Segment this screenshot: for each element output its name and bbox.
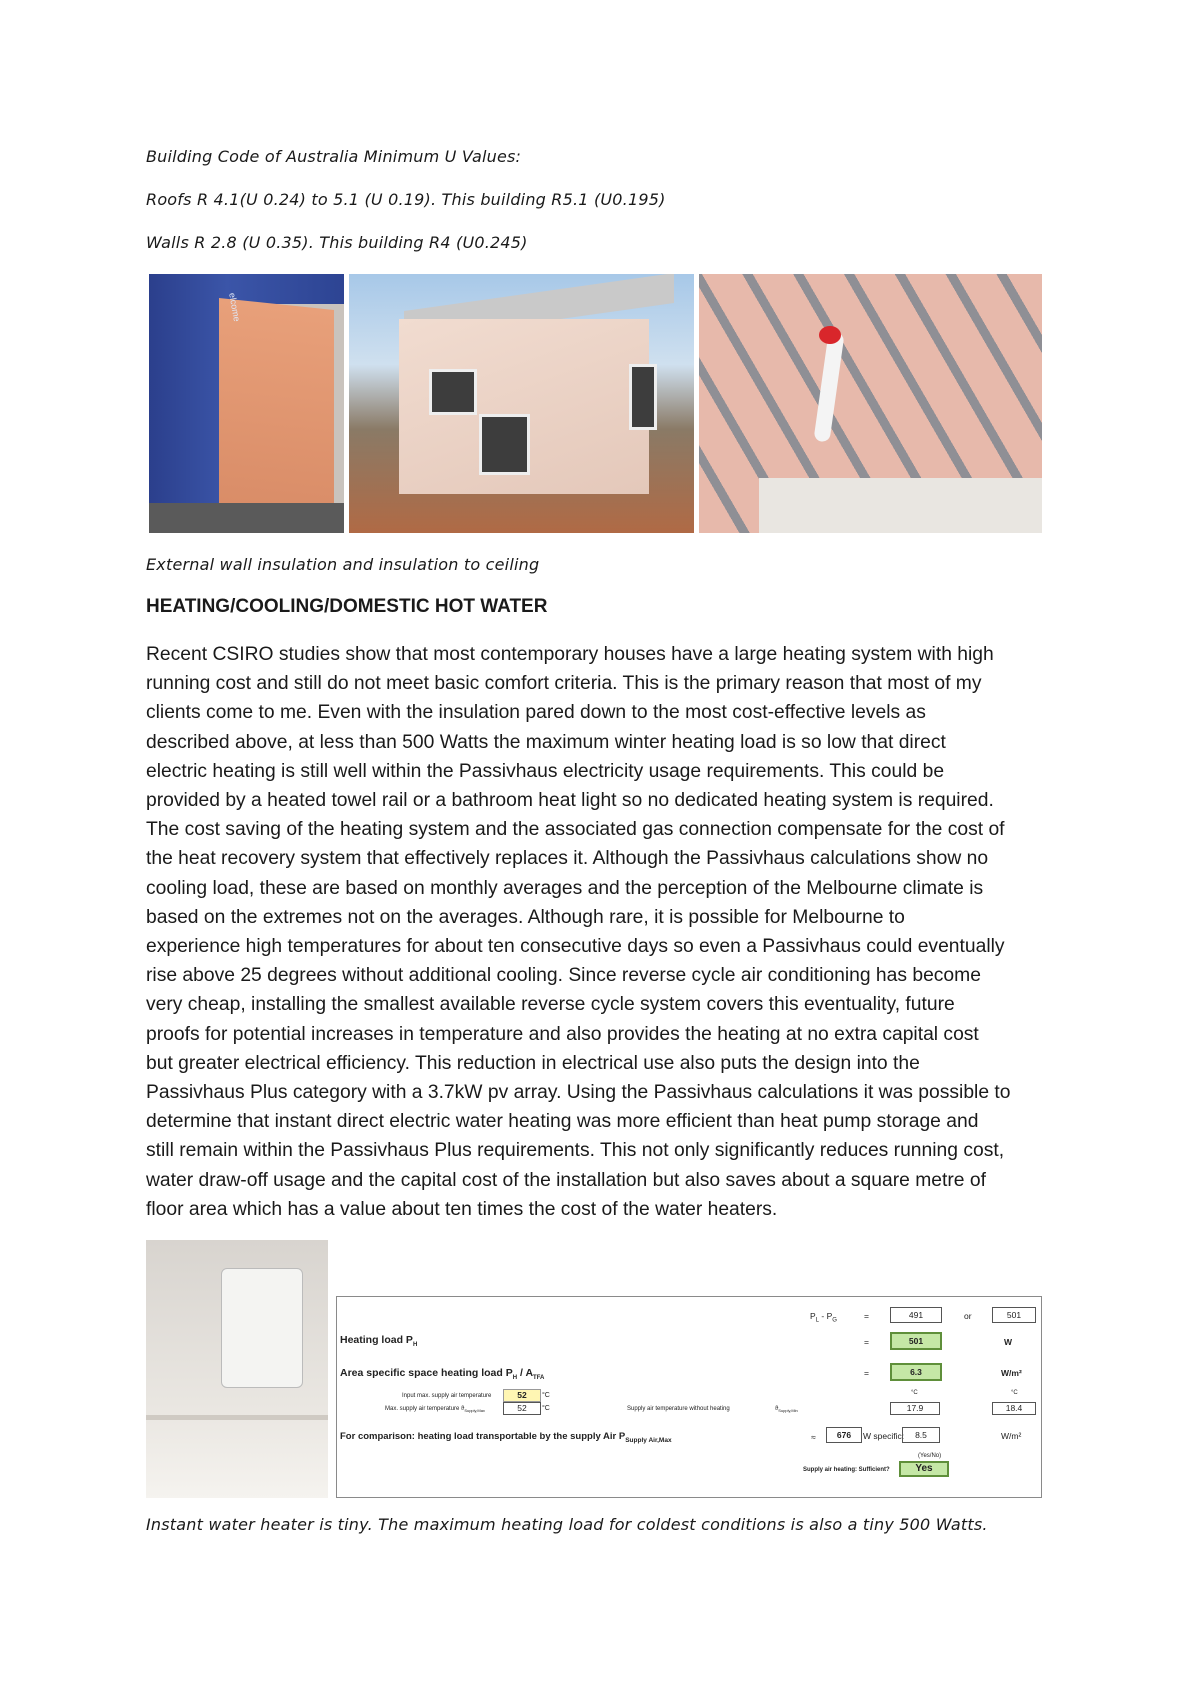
paragraph-line: floor area which has a value about ten times the cost of the water heaters. [146,1198,778,1220]
input-max-supply-label: Input max. supply air temperature [402,1393,492,1399]
max-supply-label: Max. supply air temperature $ϑ_{Supply,Max}$ [385,1406,485,1414]
w-specific-value: 8.5 [902,1427,940,1443]
paragraph-line: rise above 25 degrees without additional cooling. Since reverse cycle air conditioning has become [146,965,981,987]
figure1-caption: External wall insulation and insulation to ceiling [146,555,540,574]
equals-sign: = [864,1311,869,1321]
supply-min-value-2: 18.4 [992,1402,1036,1415]
unit-celsius: °C [1011,1390,1018,1396]
unit-watts-per-m2: W/m² [1001,1368,1022,1378]
unit-celsius: °C [911,1390,918,1396]
figure2-caption: Instant water heater is tiny. The maximum heating load for coldest conditions is also a tiny 500 Watts. [146,1515,988,1534]
unit-watts-per-m2: W/m² [1001,1431,1022,1441]
unit-celsius: °C [542,1392,550,1399]
sufficient-label: Supply air heating: Sufficient? [803,1467,890,1473]
water-heater-photo [146,1240,328,1498]
roofs-u-values-line: Roofs R 4.1(U 0.24) to 5.1 (U 0.19). This building R5.1 (U0.195) [146,190,666,209]
paragraph-line: clients come to me. Even with the insulation pared down to the most cost-effective levels as [146,702,926,724]
paragraph-line: very cheap, installing the smallest available reverse cycle system covers this eventuality, future [146,994,955,1016]
paragraph-line: based on the extremes not on the averages. Although rare, it is possible for Melbourne to [146,906,905,928]
area-specific-value: 6.3 [890,1363,942,1381]
heating-load-value: 501 [890,1332,942,1350]
ceiling-insulation-photo [699,274,1042,533]
value-491: 491 [890,1307,942,1323]
wall-insulation-photo [149,274,344,533]
unit-celsius: °C [542,1405,550,1412]
house-wrap-print: elcome [227,292,243,323]
paragraph-line: but greater electrical efficiency. This reduction in electrical use also puts the design into the [146,1052,920,1074]
w-specific-label: W specific: [863,1431,905,1441]
paragraph-line: provided by a heated towel rail or a bathroom heat light so no dedicated heating system is required. [146,790,994,812]
or-label: or [964,1311,972,1321]
walls-u-values-line: Walls R 2.8 (U 0.35). This building R4 (U0.245) [146,233,528,252]
paragraph-line: the heat recovery system that effectively replaces it. Although the Passivhaus calculations show no [146,848,989,870]
paragraph-line: Recent CSIRO studies show that most contemporary houses have a large heating system with high [146,644,994,665]
max-supply-value: 52 [503,1402,541,1415]
bca-intro-line: Building Code of Australia Minimum U Values: [146,147,522,166]
body-paragraph [146,640,1066,1224]
paragraph-line: The cost saving of the heating system and the associated gas connection compensate for the cost of [146,819,1005,841]
comparison-value: 676 [826,1427,862,1443]
paragraph-line: experience high temperatures for about ten consecutive days so even a Passivhaus could eventually [146,936,1005,958]
paragraph-line: electric heating is still well within the Passivhaus electricity usage requirements. This could be [146,760,945,782]
paragraph-line: described above, at less than 500 Watts the maximum winter heating load is so low that direct [146,731,946,753]
equals-sign: = [864,1337,869,1347]
approx-sign: ≈ [811,1432,816,1442]
equals-sign: = [864,1368,869,1378]
paragraph-line: cooling load, these are based on monthly averages and the perception of the Melbourne climate is [146,877,984,899]
input-max-supply-value[interactable]: 52 [503,1389,541,1402]
paragraph-line: Passivhaus Plus category with a 3.7kW pv array. Using the Passivhaus calculations it was possible to [146,1082,1011,1104]
area-specific-label: Area specific space heating load $P_H / A_{TFA}$ [340,1367,545,1382]
paragraph-line: determine that instant direct electric water heating was more efficient than heat pump storage and [146,1111,979,1133]
pl-pg-label: $P_L - P_G$ [810,1311,837,1324]
house-insulation-photo [349,274,694,533]
section-heading: HEATING/COOLING/DOMESTIC HOT WATER [146,596,548,617]
paragraph-line: water draw-off usage and the capital cost of the installation but also saves about a square metre of [146,1169,986,1191]
paragraph-line: running cost and still do not meet basic comfort criteria. This is the primary reason that most of my [146,673,982,695]
supply-min-label: $ϑ_{Supply,Min}$ [775,1406,798,1414]
yes-no-label: (Yes/No) [918,1453,942,1459]
paragraph-line: still remain within the Passivhaus Plus requirements. This not only significantly reduces running cost, [146,1140,1005,1162]
heating-load-calculation-table [336,1296,1042,1498]
unit-watts: W [1004,1337,1013,1347]
without-heating-label: Supply air temperature without heating [627,1406,730,1412]
supply-min-value-1: 17.9 [890,1402,940,1415]
value-501-alt: 501 [992,1307,1036,1323]
paragraph-line: proofs for potential increases in temperature and also provides the heating at no extra capital cost [146,1023,979,1045]
heating-load-label: Heating load $P_H$ [340,1334,418,1349]
sufficient-value: Yes [899,1461,949,1477]
comparison-label: For comparison: heating load transportable by the supply Air $P_{Supply Air,Max}$ [340,1431,672,1444]
